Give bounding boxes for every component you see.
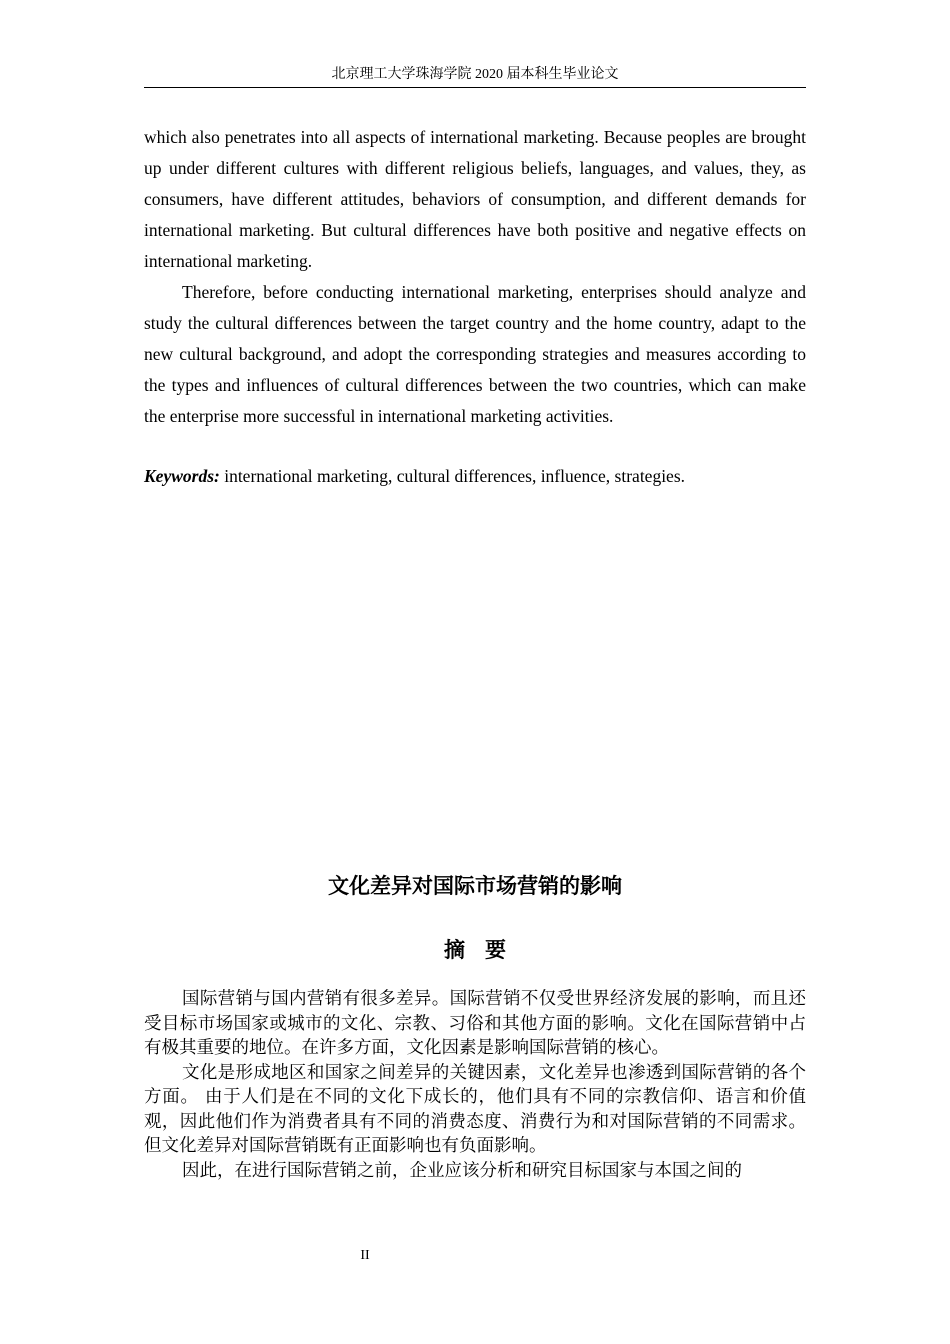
chinese-abstract-heading: 摘要 — [444, 938, 526, 962]
page-number: II — [360, 1248, 370, 1263]
english-abstract-body — [144, 122, 806, 432]
chinese-thesis-title: 文化差异对国际市场营销的影响 — [328, 874, 622, 898]
running-header: 北京理工大学珠海学院 2020 届本科生毕业论文 — [144, 65, 806, 88]
keywords-label: Keywords: — [144, 466, 220, 486]
keywords-text: international marketing, cultural differences, influence, strategies. — [224, 466, 686, 486]
keywords-line — [144, 462, 806, 490]
english-paragraph: Therefore, before conducting international marketing, enterprises should analyze and study the cultural differences between the target country and the home country, adapt to the new cultural background, and adopt the corresponding strategies and measures according to the types and influences of cultural differences between the two countries, which can make the enterprise more successful in international marketing activities. — [144, 282, 806, 426]
chinese-paragraph: 文化是形成地区和国家之间差异的关键因素，文化差异也渗透到国际营销的各个方面。 由于人们是在不同的文化下成长的，他们具有不同的宗教信仰、语言和价值观，因此他们作为消费者具有不同的消费态度、消费行为和对国际营销的不同需求。 但文化差异对国际营销既有正面影响也有负面影响。 — [144, 1062, 806, 1156]
english-paragraph: which also penetrates into all aspects of international marketing. Because peoples are brought up under different cultures with different religious beliefs, languages, and values, they, as consumers, have different attitudes, behaviors of consumption, and different demands for international marketing. But cultural differences have both positive and negative effects on international marketing. — [144, 127, 806, 271]
chinese-abstract-body — [144, 987, 806, 1183]
chinese-paragraph: 国际营销与国内营销有很多差异。国际营销不仅受世界经济发展的影响，而且还受目标市场国家或城市的文化、宗教、习俗和其他方面的影响。文化在国际营销中占有极其重要的地位。在许多方面，文化因素是影响国际营销的核心。 — [144, 989, 806, 1058]
chinese-paragraph: 因此，在进行国际营销之前，企业应该分析和研究目标国家与本国之间的 — [182, 1160, 742, 1181]
